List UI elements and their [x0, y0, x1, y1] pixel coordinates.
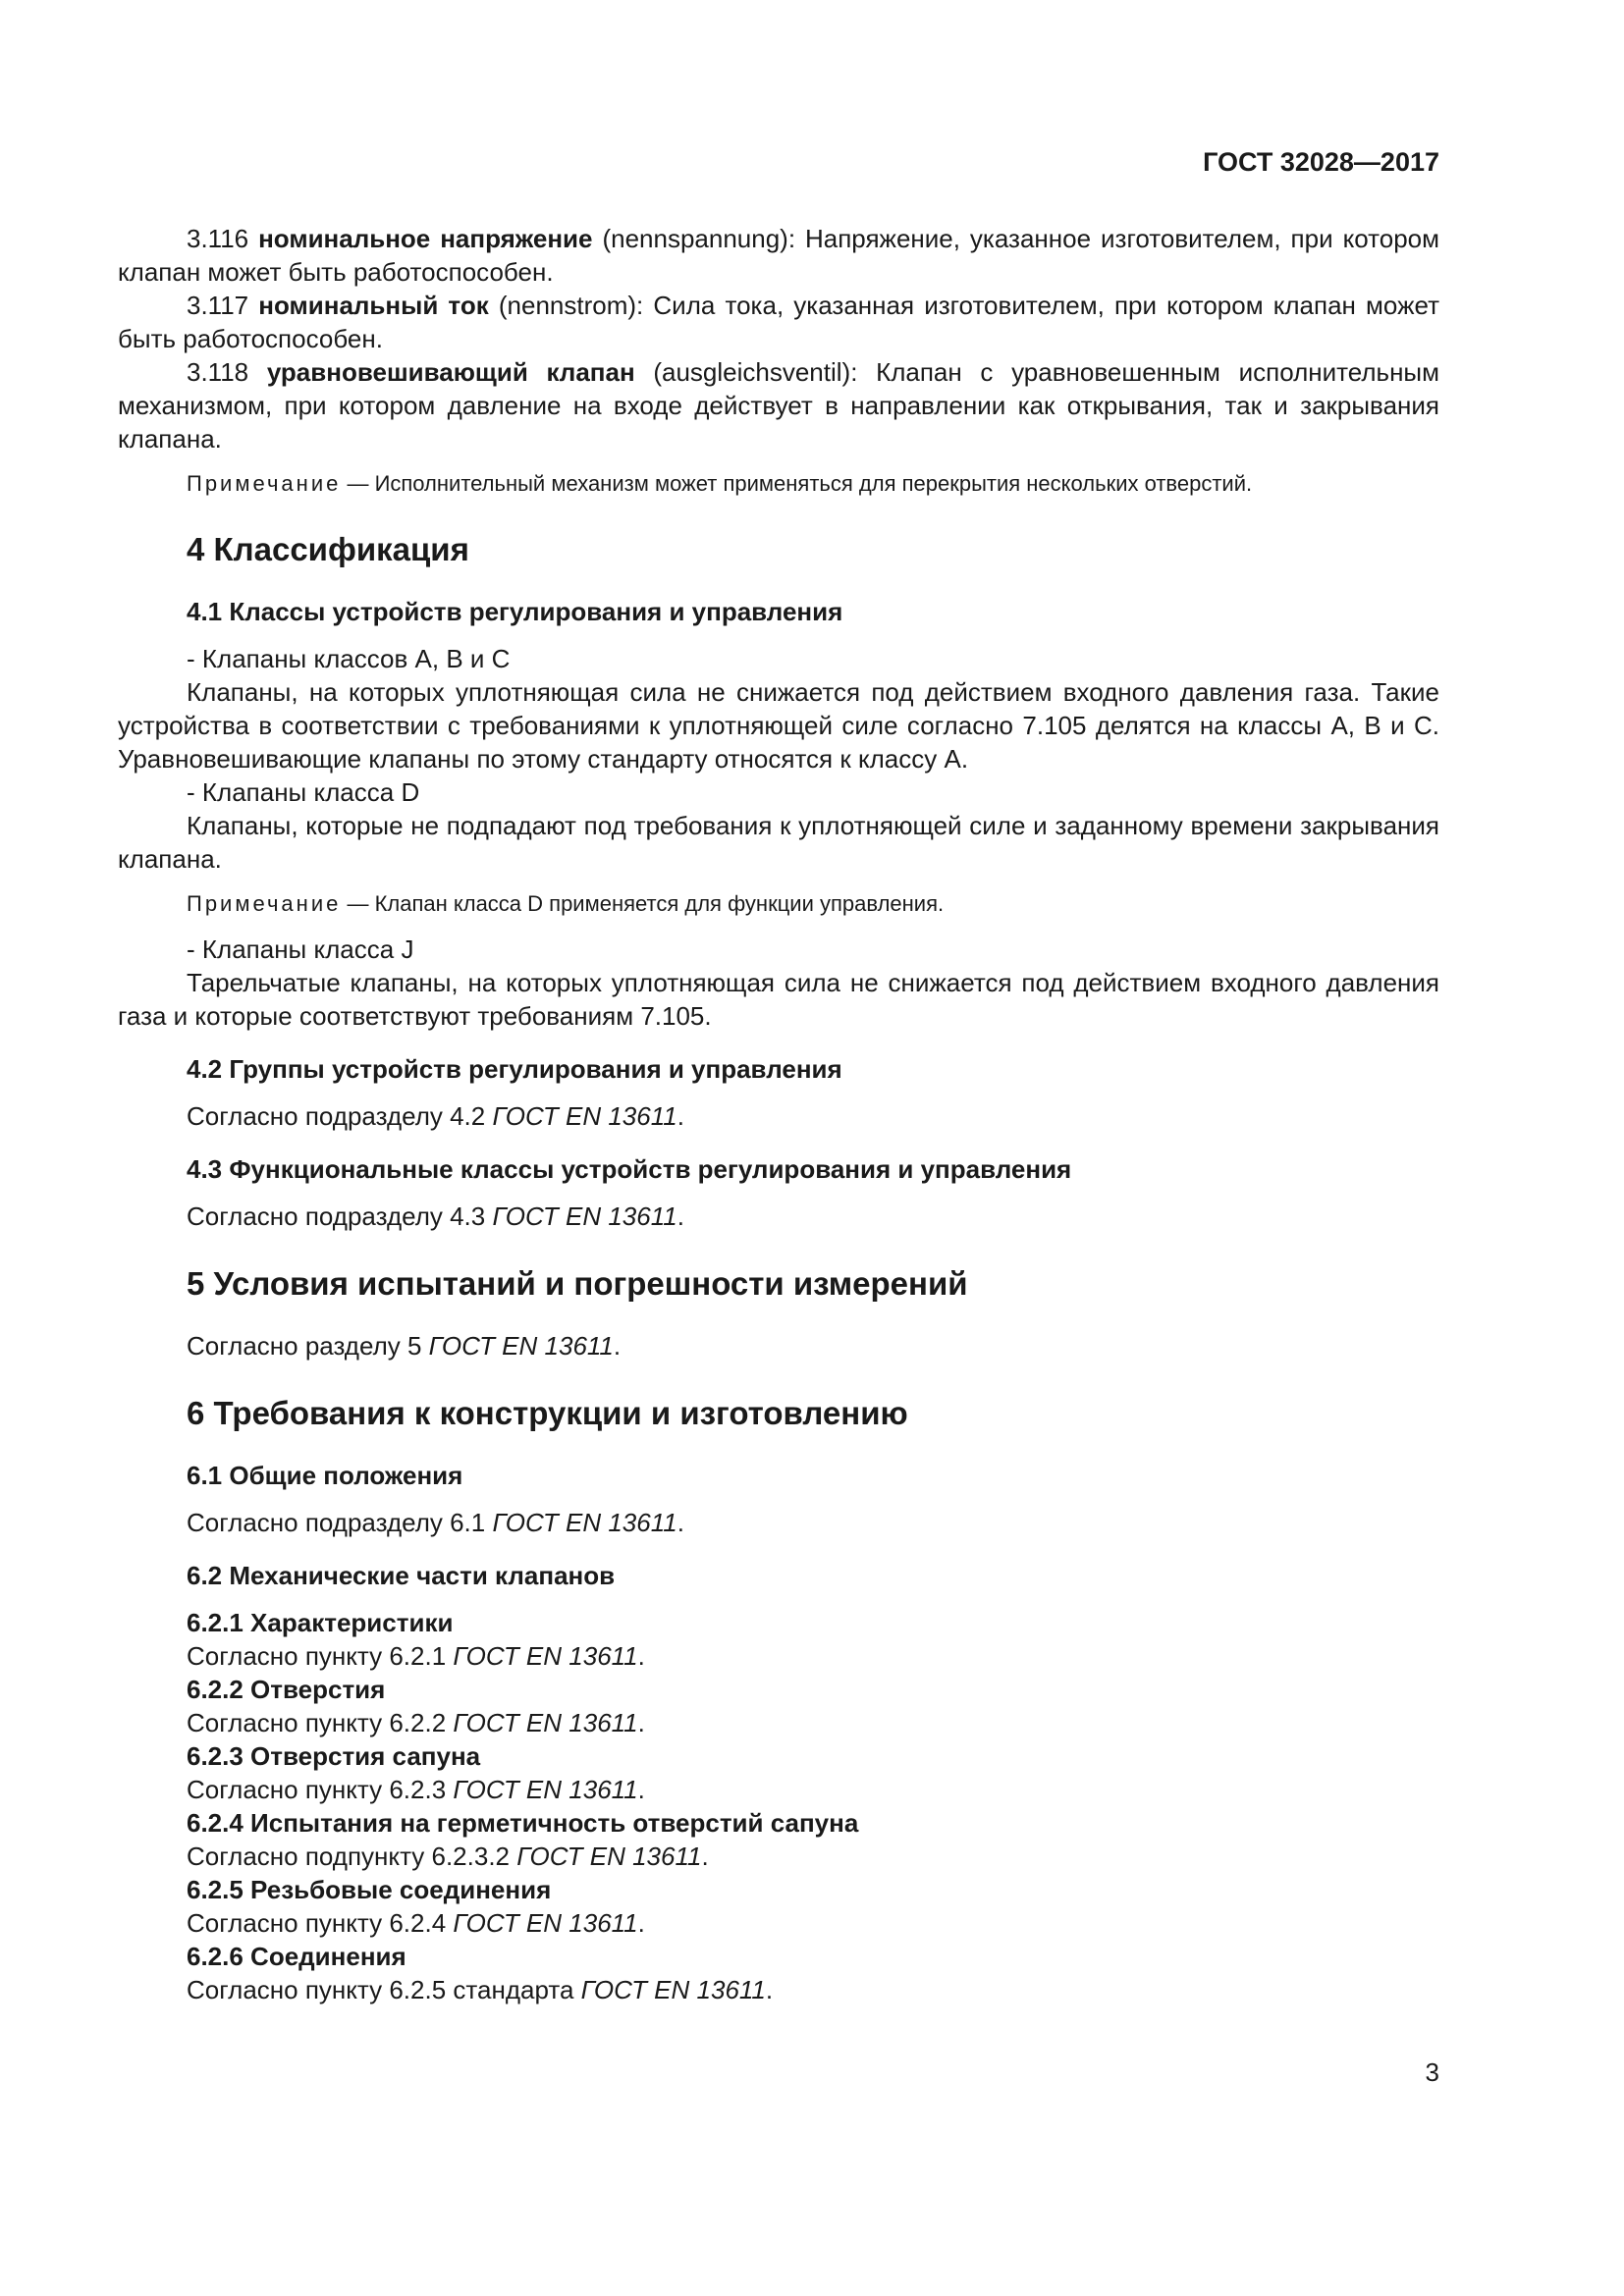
ref-lead: Согласно пункту 6.2.2 — [187, 1708, 454, 1737]
def-text: (nennspannung): Напряжение, указанное изготовителем, при котором клапан может быть работоспособен. — [118, 224, 1439, 287]
ref-lead: Согласно подразделу 4.3 — [187, 1201, 493, 1231]
standard-ref: ГОСТ EN 13611 — [580, 1975, 766, 2004]
section-5-text — [118, 1329, 1439, 1362]
list-item-class-j: - Клапаны класса J — [187, 934, 414, 964]
item-6-2-3-title: 6.2.3 Отверстия сапуна — [187, 1741, 481, 1771]
period: . — [677, 1508, 684, 1537]
def-term: уравновешивающий клапан — [266, 357, 635, 387]
document-code: ГОСТ 32028—2017 — [1203, 147, 1439, 177]
standard-ref: ГОСТ EN 13611 — [453, 1708, 638, 1737]
note-text: — Исполнительный механизм может применяться для перекрытия нескольких отверстий. — [341, 471, 1253, 496]
period: . — [677, 1201, 684, 1231]
note-label: Примечание — [187, 891, 342, 916]
definition-3-116 — [118, 222, 1439, 289]
subsection-4-1-title: 4.1 Классы устройств регулирования и управления — [187, 597, 843, 626]
def-number: 3.116 — [187, 224, 249, 253]
item-6-2-4-text — [118, 1840, 1439, 1873]
item-6-2-1-text — [118, 1639, 1439, 1673]
period: . — [677, 1101, 684, 1131]
period: . — [765, 1975, 774, 2004]
item-6-2-2-title: 6.2.2 Отверстия — [187, 1675, 386, 1704]
list-item-classes-abc: - Клапаны классов А, В и С — [187, 644, 511, 673]
subsection-6-1-text — [118, 1506, 1439, 1539]
paragraph-class-j: Тарельчатые клапаны, на которых уплотняющая сила не снижается под действием входного давления газа и которые соответствуют требованиям 7.105. — [118, 968, 1439, 1031]
def-number: 3.118 — [187, 357, 249, 387]
note-actuator — [118, 469, 1439, 499]
def-term: номинальный ток — [258, 291, 489, 320]
standard-ref: ГОСТ EN 13611 — [453, 1908, 638, 1938]
section-6-title: 6 Требования к конструкции и изготовлению — [187, 1395, 908, 1431]
period: . — [637, 1641, 645, 1671]
ref-lead: Согласно разделу 5 — [187, 1331, 429, 1361]
ref-lead: Согласно пункту 6.2.1 — [187, 1641, 454, 1671]
def-text: (nennstrom): Сила тока, указанная изготовителем, при котором клапан может быть работоспособен. — [118, 291, 1439, 353]
ref-lead: Согласно пункту 6.2.3 — [187, 1775, 454, 1804]
ref-lead: Согласно подпункту 6.2.3.2 — [187, 1842, 517, 1871]
standard-ref: ГОСТ EN 13611 — [453, 1641, 638, 1671]
period: . — [637, 1775, 645, 1804]
standard-ref: ГОСТ EN 13611 — [492, 1508, 677, 1537]
item-6-2-3-text — [118, 1773, 1439, 1806]
item-6-2-6-text — [118, 1973, 1439, 2006]
def-term: номинальное напряжение — [258, 224, 593, 253]
ref-lead: Согласно пункту 6.2.5 стандарта — [187, 1975, 581, 2004]
subsection-4-3-title: 4.3 Функциональные классы устройств регулирования и управления — [187, 1154, 1072, 1184]
list-item-class-d: - Клапаны класса D — [187, 777, 420, 807]
item-6-2-2-text — [118, 1706, 1439, 1739]
standard-ref: ГОСТ EN 13611 — [516, 1842, 702, 1871]
standard-ref: ГОСТ EN 13611 — [492, 1201, 677, 1231]
page-number: 3 — [1425, 2057, 1439, 2087]
subsection-4-2-title: 4.2 Группы устройств регулирования и управления — [187, 1054, 842, 1084]
subsection-6-2-title: 6.2 Механические части клапанов — [187, 1561, 616, 1590]
item-6-2-4-title: 6.2.4 Испытания на герметичность отверстий сапуна — [187, 1808, 859, 1838]
standard-ref: ГОСТ EN 13611 — [492, 1101, 677, 1131]
definition-3-118 — [118, 355, 1439, 455]
period: . — [637, 1908, 645, 1938]
standard-ref: ГОСТ EN 13611 — [428, 1331, 614, 1361]
ref-lead: Согласно подразделу 4.2 — [187, 1101, 493, 1131]
ref-lead: Согласно подразделу 6.1 — [187, 1508, 493, 1537]
paragraph-class-d: Клапаны, которые не подпадают под требования к уплотняющей силе и заданному времени закрывания клапана. — [118, 811, 1439, 874]
item-6-2-1-title: 6.2.1 Характеристики — [187, 1608, 454, 1637]
note-label: Примечание — [187, 471, 342, 496]
paragraph-classes-abc: Клапаны, на которых уплотняющая сила не снижается под действием входного давления газа. Такие устройства в соответствии с требованиями к уплотняющей силе согласно 7.105 делятся на классы А, В и С. Уравновешивающие клапаны по этому стандарту относятся к классу А. — [118, 677, 1439, 774]
item-6-2-5-text — [118, 1906, 1439, 1940]
section-4-title: 4 Классификация — [187, 531, 469, 567]
item-6-2-5-title: 6.2.5 Резьбовые соединения — [187, 1875, 552, 1904]
note-class-d — [118, 889, 1439, 919]
period: . — [637, 1708, 645, 1737]
subsection-4-2-text — [118, 1099, 1439, 1133]
period: . — [701, 1842, 709, 1871]
subsection-6-1-title: 6.1 Общие положения — [187, 1461, 463, 1490]
definition-3-117 — [118, 289, 1439, 355]
subsection-4-3-text — [118, 1200, 1439, 1233]
item-6-2-6-title: 6.2.6 Соединения — [187, 1942, 406, 1971]
ref-lead: Согласно пункту 6.2.4 — [187, 1908, 454, 1938]
standard-ref: ГОСТ EN 13611 — [453, 1775, 638, 1804]
page-content — [118, 222, 1439, 2006]
section-5-title: 5 Условия испытаний и погрешности измерений — [187, 1265, 968, 1302]
def-number: 3.117 — [187, 291, 249, 320]
note-text: — Клапан класса D применяется для функции управления. — [341, 891, 945, 916]
def-text: (ausgleichsventil): Клапан с уравновешенным исполнительным механизмом, при котором давление на входе действует в направлении как открывания, так и закрывания клапана. — [118, 357, 1439, 454]
period: . — [613, 1331, 622, 1361]
